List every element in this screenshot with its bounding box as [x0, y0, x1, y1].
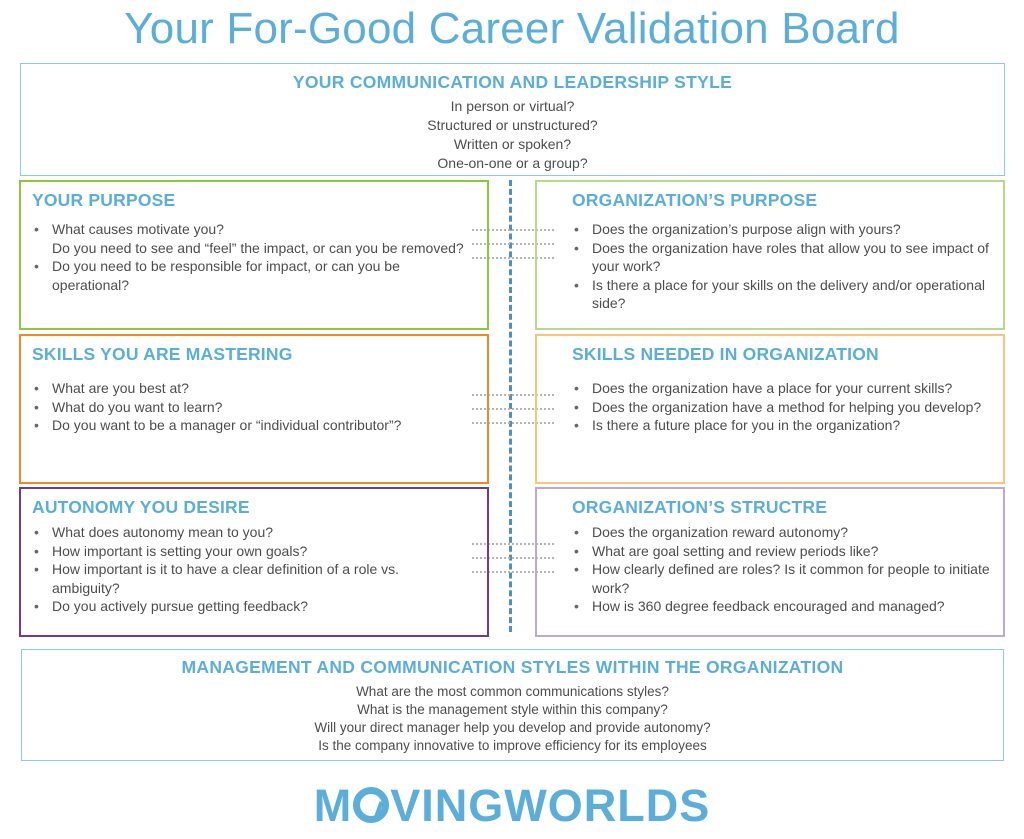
management-question: Is the company innovative to improve efficiency for its employees: [318, 738, 707, 753]
list-item: • How important is setting your own goals?: [34, 542, 308, 559]
list-item: • How clearly defined are roles? Is it common for people to initiate work?: [574, 561, 990, 596]
logo-text-start: M: [313, 780, 353, 831]
list-item: • What causes motivate you? Do you need to see and “feel” the impact, or can you be removed?: [32, 220, 477, 257]
communication-style-box: [20, 63, 1005, 176]
communication-question: Written or spoken?: [453, 136, 572, 152]
list-item: • What are goal setting and review periods like?: [574, 542, 879, 559]
organization-structure-panel: [535, 487, 1005, 637]
list-item: • How important is it to have a clear definition of a role vs. ambiguity?: [34, 561, 400, 596]
skills-needed-title: SKILLS NEEDED IN ORGANIZATION: [572, 344, 879, 364]
list-item: • Do you want to be a manager or “individual contributor”?: [34, 417, 402, 433]
skills-needed-panel: [535, 334, 1005, 484]
list-item-sub: Do you need to see and “feel” the impact, or can you be removed?: [52, 239, 464, 256]
communication-style-title: YOUR COMMUNICATION AND LEADERSHIP STYLE: [292, 72, 733, 92]
list-item: • Do you need to be responsible for impact, or can you be operational?: [34, 258, 400, 293]
list-item: • What do you want to learn?: [34, 398, 223, 415]
list-item: • Do you actively pursue getting feedback?: [34, 598, 309, 614]
list-item: • Is there a place for your skills on the delivery and/or operational side?: [574, 276, 985, 311]
management-styles-box: [21, 649, 1004, 761]
communication-question: In person or virtual?: [450, 98, 575, 114]
communication-question: Structured or unstructured?: [427, 117, 598, 133]
communication-question: One-on-one or a group?: [437, 155, 588, 171]
autonomy-title: AUTONOMY YOU DESIRE: [32, 497, 250, 517]
compass-o-icon: [353, 787, 389, 823]
organization-purpose-title: ORGANIZATION’S PURPOSE: [572, 190, 818, 210]
page-title: Your For-Good Career Validation Board: [124, 4, 900, 53]
list-item: • What does autonomy mean to you?: [34, 524, 274, 540]
skills-mastering-panel: [19, 334, 489, 484]
organization-purpose-panel: [535, 180, 1005, 330]
list-item: • Does the organization have a method for helping you develop?: [574, 398, 982, 415]
management-question: Will your direct manager help you develop and provide autonomy?: [314, 720, 711, 735]
autonomy-panel: [19, 487, 489, 637]
movingworlds-logo: [0, 780, 1024, 832]
list-item: • Is there a future place for you in the organization?: [574, 417, 901, 433]
list-item: • Does the organization’s purpose align with yours?: [574, 221, 901, 237]
management-styles-title: MANAGEMENT AND COMMUNICATION STYLES WITHIN THE ORGANIZATION: [181, 657, 844, 677]
list-item: • How is 360 degree feedback encouraged and managed?: [574, 598, 945, 614]
list-item: • What are you best at?: [34, 380, 189, 396]
list-item: • Does the organization have a place for your current skills?: [574, 380, 953, 396]
management-question: What are the most common communications styles?: [356, 684, 669, 699]
list-item: • Does the organization have roles that allow you to see impact of your work?: [574, 239, 989, 274]
skills-mastering-title: SKILLS YOU ARE MASTERING: [32, 344, 293, 364]
your-purpose-title: YOUR PURPOSE: [32, 190, 176, 210]
management-question: What is the management style within this company?: [357, 702, 668, 717]
logo-text-end: VINGWORLDS: [390, 780, 711, 831]
your-purpose-panel: [19, 180, 489, 330]
organization-structure-title: ORGANIZATION’S STRUCTRE: [572, 497, 828, 517]
list-item: • Does the organization reward autonomy?: [574, 524, 849, 540]
